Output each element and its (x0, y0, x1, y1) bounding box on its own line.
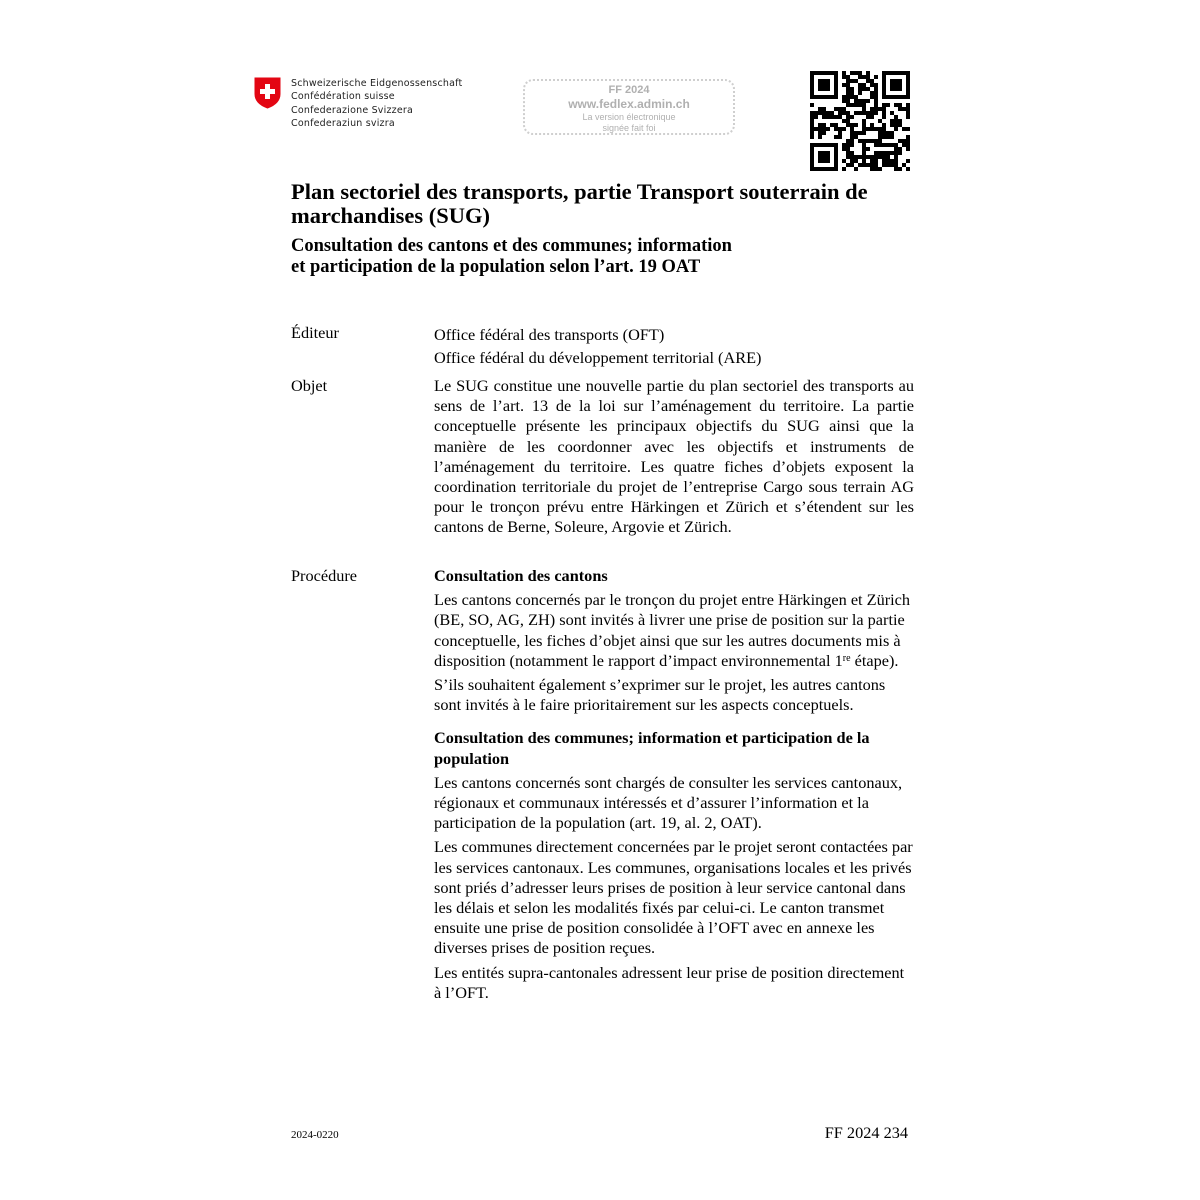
editeur-content (434, 323, 914, 369)
procedure-content (434, 566, 914, 1003)
procedure-heading-communes-text: Consultation des communes; information et participation de la population (434, 728, 870, 768)
publication-reference: FF 2024 234 (824, 1123, 908, 1142)
procedure-heading-communes (434, 728, 914, 768)
swiss-confederation-logo (254, 77, 462, 130)
electronic-signature-stamp (523, 79, 735, 135)
confederation-name-de: Schweizerische Eidgenossenschaft (291, 78, 463, 89)
procedure-paragraph-4: Les communes directement concernées par le projet seront contactées par les services cantonaux. Les communes, organisations locales et les privés sont priés d’adresser leurs prises de position à leur service cantonal dans les délais et selon les modalités fixés par celui-ci. Le canton transmet ensuite une prise de position consolidée à l’OFT avec en annexe les diverses prises de position reçues. (434, 837, 913, 958)
procedure-paragraph-2: S’ils souhaitent également s’exprimer sur le projet, les autres cantons sont invités à le faire prioritairement sur les aspects conceptuels. (434, 675, 886, 715)
procedure-label: Procédure (291, 566, 357, 585)
confederation-name-it: Confederazione Svizzera (291, 104, 414, 116)
procedure-p1-end: étape). (850, 650, 899, 670)
procedure-paragraph-3: Les cantons concernés sont chargés de consulter les services cantonaux, régionaux et communaux intéressés et d’assurer l’information et la participation de la population (art. 19, al. 2, OAT). (434, 772, 903, 833)
confederation-names (291, 77, 462, 130)
page-title: Plan sectoriel des transports, partie Transport souterrain de marchandises (SUG) (291, 179, 868, 228)
procedure-heading-cantons (434, 566, 914, 586)
editeur-line-1: Office fédéral des transports (OFT) (434, 325, 665, 344)
objet-label: Objet (291, 376, 328, 395)
subtitle-line-1: Consultation des cantons et des communes; information (291, 236, 732, 256)
editeur-line-2: Office fédéral du développement territorial (ARE) (434, 348, 762, 367)
stamp-line1: FF 2024 (608, 84, 650, 96)
confederation-name-fr: Confédération suisse (291, 91, 395, 103)
procedure-p1-text: Les cantons concernés par le tronçon du projet entre Härkingen et Zürich (BE, SO, AG, ZH) sont invités à livrer une prise de position sur la partie conceptuelle, les fiches d’objet ainsi que sur les autres documents mis à disposition (notamment le rapport d’impact environnemental 1 (434, 590, 911, 670)
page-subtitle (291, 236, 911, 278)
stamp-line4: signée fait foi (602, 123, 656, 133)
confederation-name-rm: Confederaziun svizra (291, 117, 395, 129)
objet-content (434, 376, 914, 538)
subtitle-line-2: et participation de la population selon l’art. 19 OAT (291, 257, 701, 277)
swiss-crest-icon (254, 77, 281, 109)
editeur-label: Éditeur (291, 323, 339, 342)
stamp-line3: La version électronique (582, 112, 676, 122)
procedure-paragraph-1 (434, 590, 914, 671)
document-number: 2024-0220 (291, 1129, 339, 1141)
procedure-p1-sup: re (842, 652, 851, 664)
procedure-paragraph-5: Les entités supra-cantonales adressent leur prise de position directement à l’OFT. (434, 962, 905, 1002)
procedure-heading-cantons-text: Consultation des cantons (434, 566, 608, 585)
stamp-url: www.fedlex.admin.ch (568, 97, 690, 111)
qr-code-icon (810, 71, 910, 171)
objet-text: Le SUG constitue une nouvelle partie du plan sectoriel des transports au sens de l’art. 13 de la loi sur l’aménagement du territoire. La partie conceptuelle présente les principaux objectifs du SUG ainsi que la manière de les coordonner avec les objectifs et instruments de l’aménagement du territoire. Les quatre fiches d’objets exposent la coordination territoriale du projet de l’entreprise Cargo sous terrain AG pour le tronçon prévu entre Härkingen et Zürich et s’étendent sur les cantons de Berne, Soleure, Argovie et Zürich. (434, 376, 914, 537)
